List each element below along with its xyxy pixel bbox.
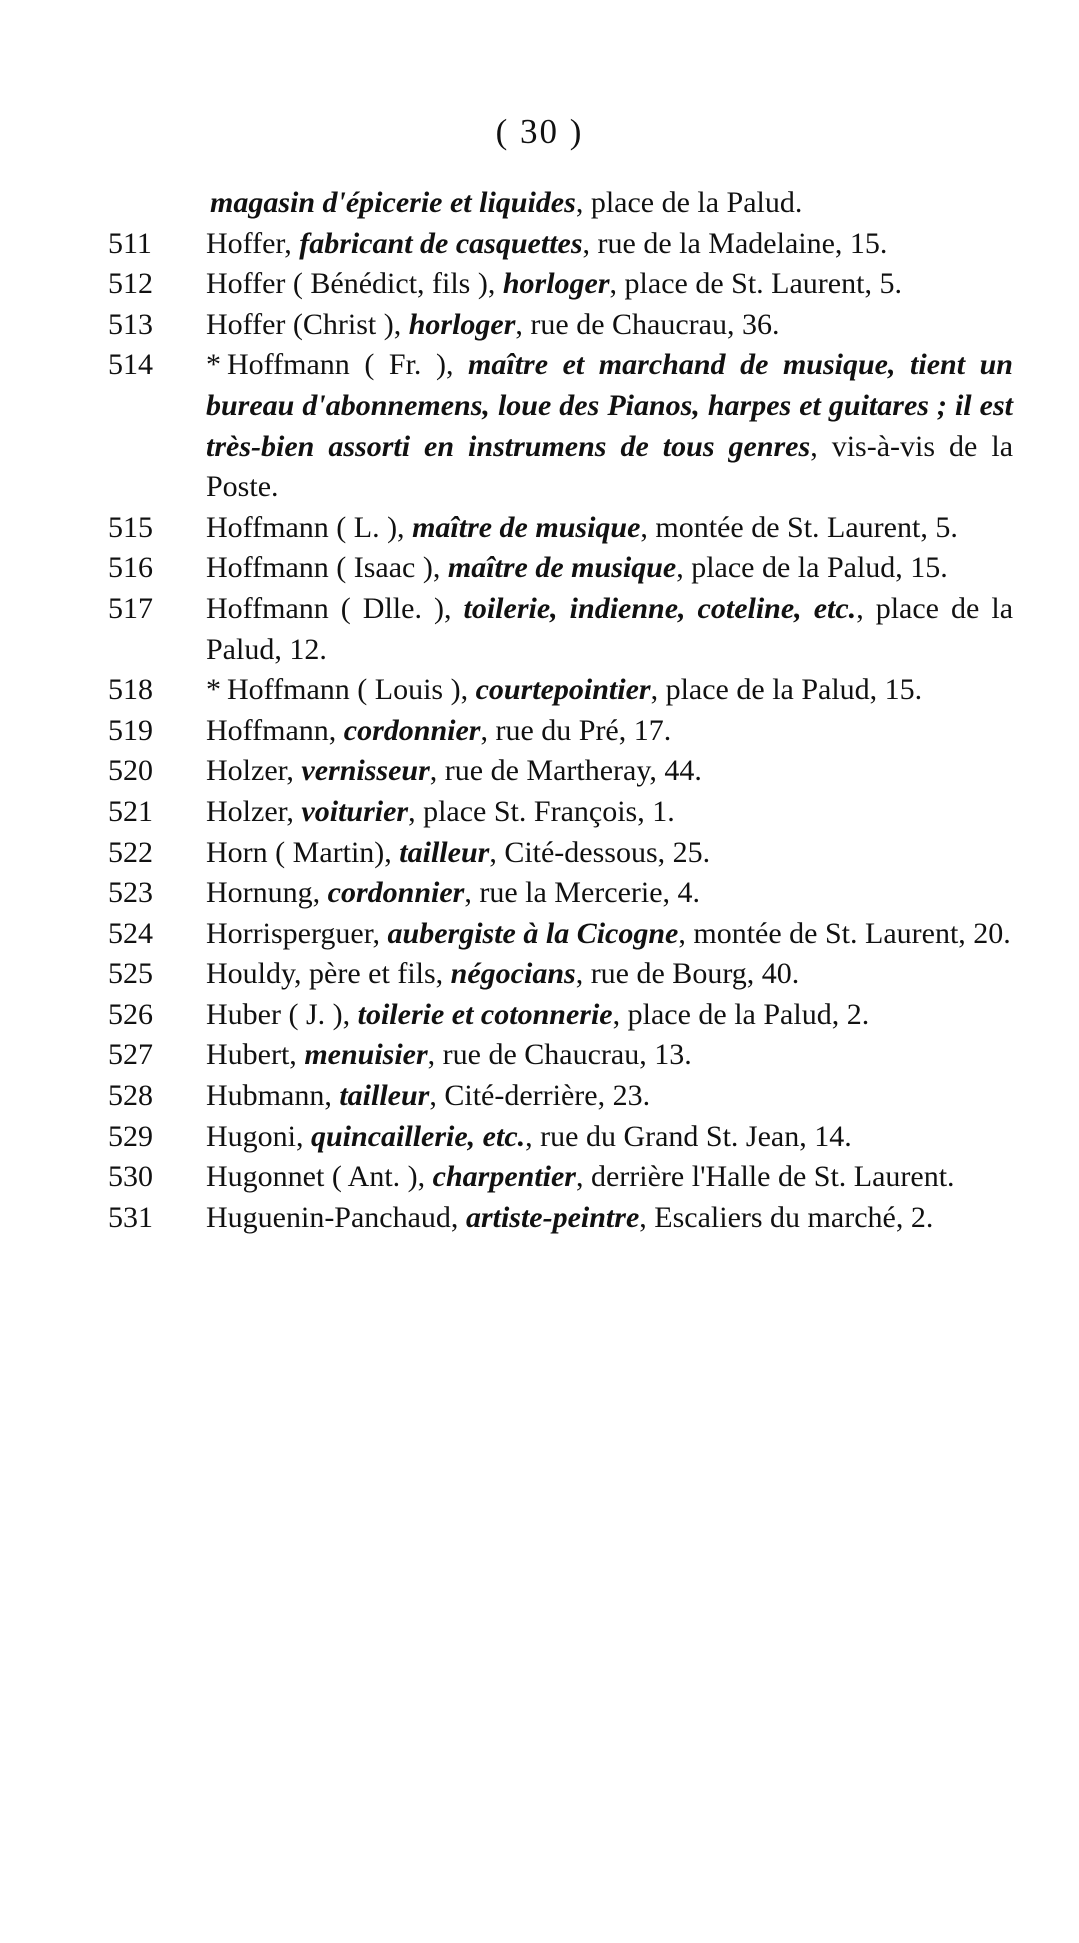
entry-trade: maître de musique — [412, 510, 641, 544]
entry-trade: quincaillerie, etc. — [311, 1119, 526, 1153]
entry-name: Hoffmann ( Isaac ), — [206, 551, 448, 585]
entry-number: 526 — [108, 997, 153, 1031]
entry-address: , rue du Pré, 17. — [480, 713, 672, 747]
entry-name: Huguenin-Panchaud, — [206, 1200, 466, 1234]
directory-entry — [108, 873, 1013, 914]
directory-entry — [108, 264, 1013, 305]
entry-number: 524 — [108, 916, 153, 950]
entry-name: Huber ( J. ), — [206, 997, 358, 1031]
entry-number: 519 — [108, 713, 153, 747]
entry-address: , montée de St. Laurent, 5. — [640, 510, 958, 544]
entry-address: , vis-à-vis de la Poste. — [206, 429, 1014, 504]
entry-number: 515 — [108, 510, 153, 544]
entry-trade: toilerie, indienne, coteline, etc. — [463, 591, 857, 625]
directory-entry — [108, 589, 1013, 670]
entry-star-mark: * — [206, 673, 221, 707]
directory-entry — [108, 345, 1013, 507]
entry-name: Hubmann, — [206, 1079, 340, 1113]
entry-number: 530 — [108, 1160, 153, 1194]
entry-number: 514 — [108, 348, 153, 382]
directory-entry — [108, 954, 1013, 995]
entry-address: , place de la Palud, 2. — [612, 997, 870, 1031]
entry-number: 528 — [108, 1079, 153, 1113]
entry-number: 529 — [108, 1119, 153, 1153]
entry-name: Hugonnet ( Ant. ), — [206, 1160, 433, 1194]
entry-number: 513 — [108, 307, 153, 341]
entry-number: 517 — [108, 591, 153, 625]
entry-name: Houldy, père et fils, — [206, 957, 451, 991]
entry-list — [108, 224, 1013, 1239]
entry-trade: tailleur — [339, 1079, 430, 1113]
directory-listing — [108, 183, 1013, 1238]
directory-entry — [108, 833, 1013, 874]
entry-trade: cordonnier — [343, 713, 481, 747]
entry-address: , rue la Mercerie, 4. — [464, 876, 701, 910]
entry-name: Hoffer ( Bénédict, fils ), — [206, 267, 503, 301]
entry-name: Hoffmann ( L. ), — [206, 510, 413, 544]
directory-entry — [108, 1198, 1013, 1239]
entry-trade: cordonnier — [327, 876, 465, 910]
entry-trade: horloger — [408, 307, 516, 341]
entry-trade: maître de musique — [447, 551, 677, 585]
entry-address: , place St. François, 1. — [408, 794, 675, 828]
entry-name: Horn ( Martin), — [206, 835, 400, 869]
entry-number: 518 — [108, 673, 153, 707]
entry-address: , montée de St. Laurent, 20. — [678, 916, 1011, 950]
entry-address: , place de la Palud, 15. — [650, 673, 923, 707]
entry-address: , place de la Palud, 15. — [676, 551, 948, 585]
entry-name: Hoffmann ( Dlle. ), — [206, 591, 464, 625]
entry-address: , place de St. Laurent, 5. — [609, 267, 902, 301]
entry-address: , derrière l'Halle de St. Laurent. — [575, 1160, 955, 1194]
entry-trade: maître et marchand de musique, tient un bureau d'abonnemens, loue des Pianos, harpes et guitares ; il est très-bien assorti en instrumens de tous genres — [206, 348, 1013, 463]
entry-name: Hoffer (Christ ), — [206, 307, 409, 341]
entry-name: Hugoni, — [206, 1119, 311, 1153]
entry-address: , rue de Martheray, 44. — [429, 754, 702, 788]
directory-entry — [108, 1076, 1013, 1117]
entry-address: , rue de Chaucrau, 13. — [427, 1038, 692, 1072]
entry-number: 525 — [108, 957, 153, 991]
entry-address: , place de la Palud. — [575, 186, 803, 219]
directory-entry — [108, 1117, 1013, 1158]
continued-entry — [108, 183, 1013, 224]
directory-entry — [108, 914, 1013, 955]
entry-trade: artiste-peintre — [465, 1200, 640, 1234]
directory-entry — [108, 1157, 1013, 1198]
entry-name: Hornung, — [206, 876, 328, 910]
directory-entry — [108, 548, 1013, 589]
entry-name: Hoffmann ( Fr. ), — [227, 348, 469, 382]
directory-entry — [108, 1035, 1013, 1076]
entry-number: 512 — [108, 267, 153, 301]
entry-name: Hoffmann ( Louis ), — [227, 673, 476, 707]
entry-address: , Cité-dessous, 25. — [489, 835, 711, 869]
entry-name: Holzer, — [206, 794, 302, 828]
directory-entry — [108, 670, 1013, 711]
directory-entry — [108, 792, 1013, 833]
entry-address: , rue de Bourg, 40. — [575, 957, 800, 991]
directory-entry — [108, 995, 1013, 1036]
entry-trade: toilerie et cotonnerie — [357, 997, 613, 1031]
entry-name: Hoffmann, — [206, 713, 344, 747]
page-number: ( 30 ) — [495, 112, 584, 151]
entry-number: 516 — [108, 551, 153, 585]
entry-number: 522 — [108, 835, 153, 869]
entry-name: Holzer, — [206, 754, 302, 788]
entry-name: Horrisperguer, — [206, 916, 388, 950]
entry-number: 531 — [108, 1200, 153, 1234]
entry-number: 527 — [108, 1038, 153, 1072]
entry-address: , place de la Palud, 12. — [206, 591, 1014, 666]
entry-address: , rue de Chaucrau, 36. — [515, 307, 780, 341]
entry-trade: tailleur — [399, 835, 490, 869]
entry-star-mark: * — [206, 348, 221, 382]
entry-number: 520 — [108, 754, 153, 788]
directory-entry — [108, 305, 1013, 346]
entry-number: 521 — [108, 794, 153, 828]
entry-trade: négocians — [450, 957, 576, 991]
entry-trade: vernisseur — [301, 754, 430, 788]
entry-trade: fabricant de casquettes — [299, 226, 583, 260]
entry-number: 523 — [108, 876, 153, 910]
entry-address: , rue de la Madelaine, 15. — [582, 226, 888, 260]
entry-trade: charpentier — [432, 1160, 576, 1194]
entry-name: Hubert, — [206, 1038, 305, 1072]
entry-trade: courtepointier — [475, 673, 651, 707]
entry-address: , Cité-derrière, 23. — [429, 1079, 651, 1113]
directory-entry — [108, 508, 1013, 549]
entry-trade: voiturier — [301, 794, 409, 828]
entry-trade: aubergiste à la Cicogne — [387, 916, 679, 950]
directory-entry — [108, 224, 1013, 265]
directory-entry — [108, 751, 1013, 792]
entry-trade: menuisier — [304, 1038, 428, 1072]
directory-entry — [108, 711, 1013, 752]
entry-name: Hoffer, — [206, 226, 300, 260]
entry-address: , rue du Grand St. Jean, 14. — [525, 1119, 852, 1153]
entry-address: , Escaliers du marché, 2. — [639, 1200, 934, 1234]
entry-number: 511 — [108, 226, 152, 260]
entry-trade: horloger — [502, 267, 610, 301]
entry-trade: magasin d'épicerie et liquides — [210, 186, 576, 219]
